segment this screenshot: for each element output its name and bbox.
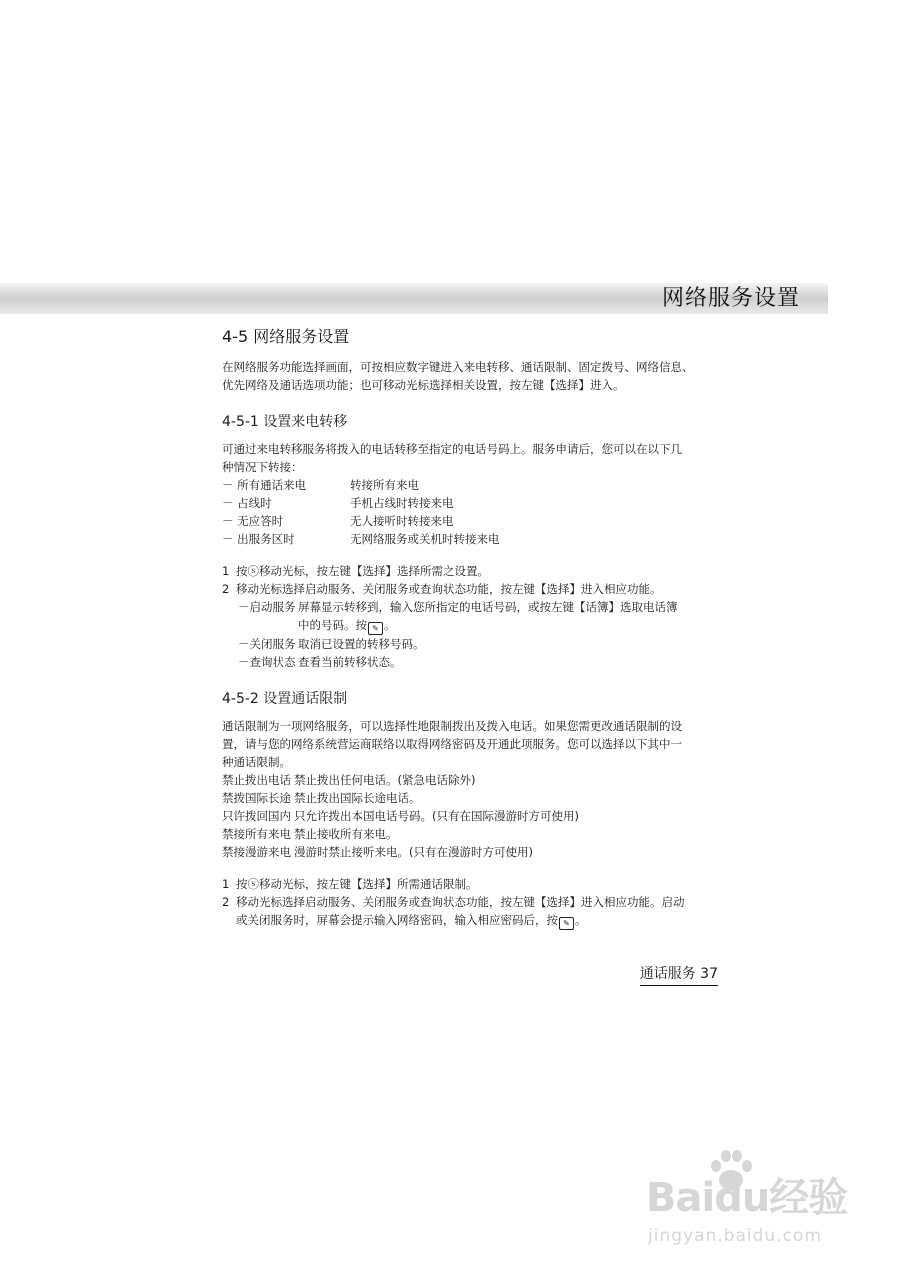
forward-option-name: － 出服务区时 [222,532,295,546]
sub-item-name: －启动服务 [238,600,296,614]
barring-option-name: 禁拨国际长途 [222,791,291,805]
forward-option-name: － 占线时 [222,496,272,510]
barring-option-desc: 漫游时禁止接听来电。(只有在漫游时方可使用) [294,845,533,859]
watermark-url: jingyan.baidu.com [648,1226,822,1246]
forward-option-desc: 转接所有来电 [350,478,419,492]
barring-option-name: 只许拨回国内 [222,809,291,823]
sub-item-desc-tail: 。 [384,618,396,632]
sub-item-desc: 查看当前转移状态。 [298,655,402,669]
forward-sub-item [238,635,700,653]
forward-option-name: － 无应答时 [222,514,284,528]
step-text: 按ⓢ移动光标，按左键【选择】所需通话限制。 [236,877,478,891]
forward-option [222,530,700,548]
section-intro-line-2: 优先网络及通话选项功能；也可移动光标选择相关设置，按左键【选择】进入。 [222,378,625,392]
step-text: 移动光标选择启动服务、关闭服务或查询状态功能，按左键【选择】进入相应功能。 [236,582,662,596]
sub-item-name: －关闭服务 [238,637,296,651]
forward-option [222,476,700,494]
barring-option [222,807,700,825]
forward-option [222,512,700,530]
barring-option-name: 禁止拨出电话 [222,773,291,787]
barring-option-name: 禁接漫游来电 [222,845,291,859]
forward-step [222,580,700,598]
step-text-tail: 。 [575,913,587,927]
forward-sub-item [238,598,700,635]
barring-option-desc: 只允许拨出本国电话号码。(只有在国际漫游时方可使用) [294,809,579,823]
forward-title: 4-5-1 设置来电转移 [222,414,348,430]
sub-item-desc: 取消已设置的转移号码。 [298,637,425,651]
watermark [640,1140,860,1260]
barring-intro-line-1: 通话限制为一项网络服务，可以选择性地限制拨出及拨入电话。如果您需更改通话限制的设 [222,719,682,733]
page-header-title: 网络服务设置 [661,286,800,311]
step-number: 1 [222,877,230,891]
page-footer-label: 通话服务 37 [640,964,718,986]
step-number: 1 [222,564,230,578]
forward-option-desc: 手机占线时转接来电 [350,496,454,510]
forward-intro-line-2: 种情况下转接： [222,460,303,474]
forward-option [222,494,700,512]
watermark-logo: Baidu经验 [646,1175,848,1221]
step-number: 2 [222,582,230,596]
barring-option-name: 禁接所有来电 [222,827,291,841]
step-text-cont: 或关闭服务时，屏幕会提示输入网络密码，输入相应密码后，按 [236,913,558,927]
step-number: 2 [222,895,230,909]
barring-option [222,843,700,861]
forward-option-desc: 无网络服务或关机时转接来电 [350,532,500,546]
barring-option-desc: 禁止拨出任何电话。(紧急电话除外) [294,773,476,787]
barring-option [222,825,700,843]
step-text: 移动光标选择启动服务、关闭服务或查询状态功能，按左键【选择】进入相应功能。启动 [236,895,685,909]
forward-intro-line-1: 可通过来电转移服务将拨入的电话转移至指定的电话号码上。服务申请后，您可以在以下几 [222,442,682,456]
page-content [222,326,700,930]
ok-key-icon: ✎ [368,622,383,635]
sub-item-name: －查询状态 [238,655,296,669]
forward-option-name: － 所有通话来电 [222,478,307,492]
barring-option [222,771,700,789]
barring-intro-line-2: 置，请与您的网络系统营运商联络以取得网络密码及开通此项服务。您可以选择以下其中一 [222,737,682,751]
forward-sub-item [238,653,700,671]
section-title: 4-5 网络服务设置 [222,327,350,346]
barring-title: 4-5-2 设置通话限制 [222,691,348,707]
step-text: 按ⓢ移动光标，按左键【选择】选择所需之设置。 [236,564,489,578]
barring-step [222,893,700,930]
ok-key-icon: ✎ [559,917,574,930]
forward-step [222,562,700,580]
section-intro-line-1: 在网络服务功能选择画面，可按相应数字键进入来电转移、通话限制、固定拨号、网络信息、 [222,360,694,374]
barring-option-desc: 禁止接收所有来电。 [294,827,398,841]
barring-option-desc: 禁止拨出国际长途电话。 [294,791,421,805]
forward-option-desc: 无人接听时转接来电 [350,514,454,528]
barring-intro-line-3: 种通话限制。 [222,755,291,769]
sub-item-desc-cont: 中的号码。按 [298,618,367,632]
barring-step [222,875,700,893]
barring-option [222,789,700,807]
sub-item-desc: 屏幕显示转移到，输入您所指定的电话号码，或按左键【话簿】选取电话簿 [298,600,678,614]
